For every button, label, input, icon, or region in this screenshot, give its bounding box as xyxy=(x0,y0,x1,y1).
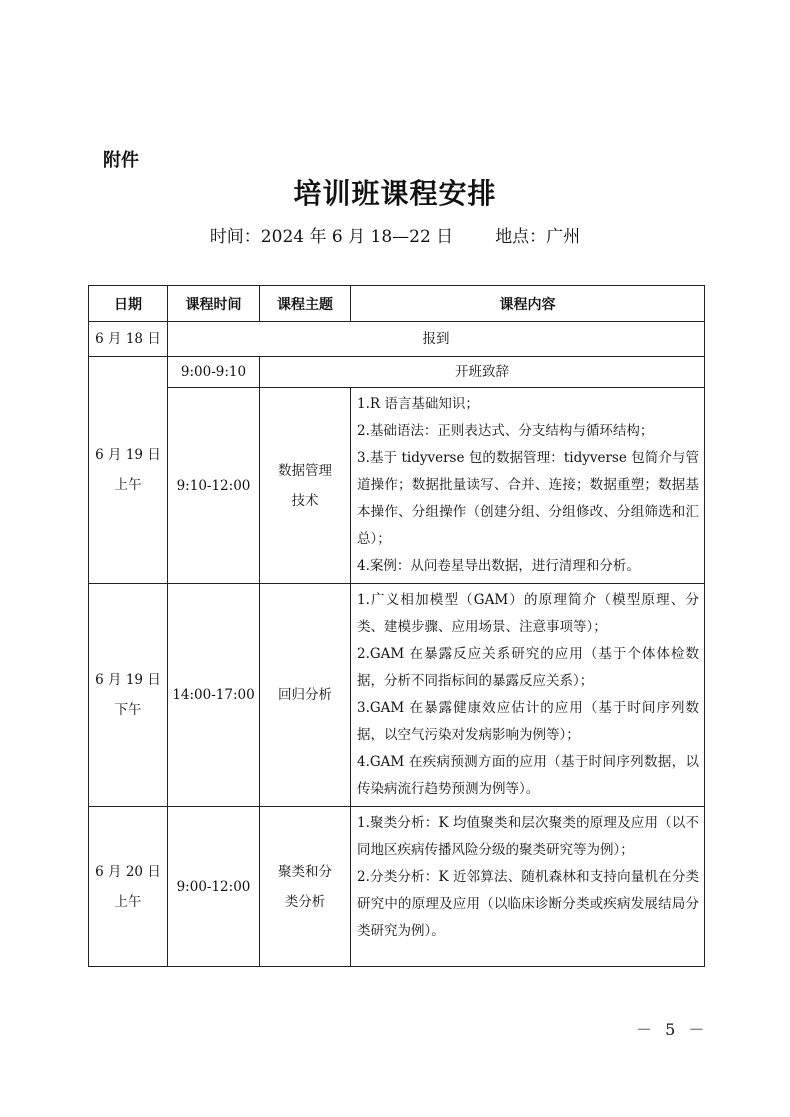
content-cell xyxy=(351,807,705,967)
page-title: 培训班课程安排 xyxy=(293,177,497,210)
table-row xyxy=(89,388,705,584)
date-cell xyxy=(89,807,168,967)
content-cell xyxy=(351,388,705,584)
date-cell xyxy=(89,584,168,807)
topic-cell xyxy=(260,388,351,584)
table-row xyxy=(89,357,705,388)
content-item: 4.GAM 在疾病预测方面的应用（基于时间序列数据，以传染病流行趋势预测为例等）。 xyxy=(357,754,699,797)
date-text: 6 月 19 日 xyxy=(95,447,161,463)
topic-cell xyxy=(260,807,351,967)
session-text: 上午 xyxy=(114,477,142,493)
attachment-label: 附件 xyxy=(103,150,139,171)
header-time: 课程时间 xyxy=(168,286,260,322)
place-info: 地点：广州 xyxy=(495,227,581,247)
schedule-meta xyxy=(0,222,790,247)
time-cell: 9:00-12:00 xyxy=(168,807,260,967)
topic-cell: 回归分析 xyxy=(260,584,351,807)
date-text: 6 月 19 日 xyxy=(95,672,161,688)
content-cell: 开班致辞 xyxy=(260,357,705,388)
content-item: 1.广义相加模型（GAM）的原理简介（模型原理、分类、建模步骤、应用场景、注意事项等）； xyxy=(357,592,699,635)
content-item: 2.分类分析：K 近邻算法、随机森林和支持向量机在分类研究中的原理及应用（以临床诊断分类或疾病发展结局分类研究为例）。 xyxy=(357,869,699,939)
header-topic: 课程主题 xyxy=(260,286,351,322)
content-cell: 报到 xyxy=(168,322,705,357)
date-cell xyxy=(89,357,168,584)
table-row xyxy=(89,322,705,357)
table-row xyxy=(89,584,705,807)
table-row xyxy=(89,807,705,967)
topic-text: 类分析 xyxy=(284,893,326,910)
content-item: 1.R 语言基础知识； xyxy=(357,396,479,412)
content-item: 3.GAM 在暴露健康效应估计的应用（基于时间序列数据，以空气污染对发病影响为例等）； xyxy=(357,700,699,743)
time-info: 时间：2024 年 6 月 18—22 日 xyxy=(209,227,454,247)
content-item: 3.基于 tidyverse 包的数据管理：tidyverse 包简介与管道操作；数据批量读写、合并、连接；数据重塑；数据基本操作、分组操作（创建分组、分组修改、分组筛选和汇总）； xyxy=(357,450,699,547)
date-text: 6 月 20 日 xyxy=(95,863,161,880)
table-header-row xyxy=(89,286,705,322)
content-item: 2.GAM 在暴露反应关系研究的应用（基于个体体检数据，分析不同指标间的暴露反应关系）； xyxy=(357,646,699,689)
time-cell: 9:00-9:10 xyxy=(168,357,260,388)
content-item: 1.聚类分析：K 均值聚类和层次聚类的原理及应用（以不同地区疾病传播风险分级的聚类研究等为例）； xyxy=(357,815,699,858)
topic-text: 数据管理 xyxy=(278,462,332,479)
time-cell: 9:10-12:00 xyxy=(168,388,260,584)
header-content: 课程内容 xyxy=(351,286,705,322)
content-item: 4.案例：从问卷星导出数据，进行清理和分析。 xyxy=(357,558,640,574)
header-date: 日期 xyxy=(89,286,168,322)
page-number: － 5 － xyxy=(636,1020,709,1039)
content-cell xyxy=(351,584,705,807)
schedule-table xyxy=(88,285,705,967)
date-cell: 6 月 18 日 xyxy=(89,322,168,357)
time-cell: 14:00-17:00 xyxy=(168,584,260,807)
session-text: 下午 xyxy=(114,702,142,718)
content-item: 2.基础语法：正则表达式、分支结构与循环结构； xyxy=(357,423,654,439)
session-text: 上午 xyxy=(114,893,142,910)
topic-text: 聚类和分 xyxy=(278,863,332,880)
topic-text: 技术 xyxy=(291,492,319,509)
